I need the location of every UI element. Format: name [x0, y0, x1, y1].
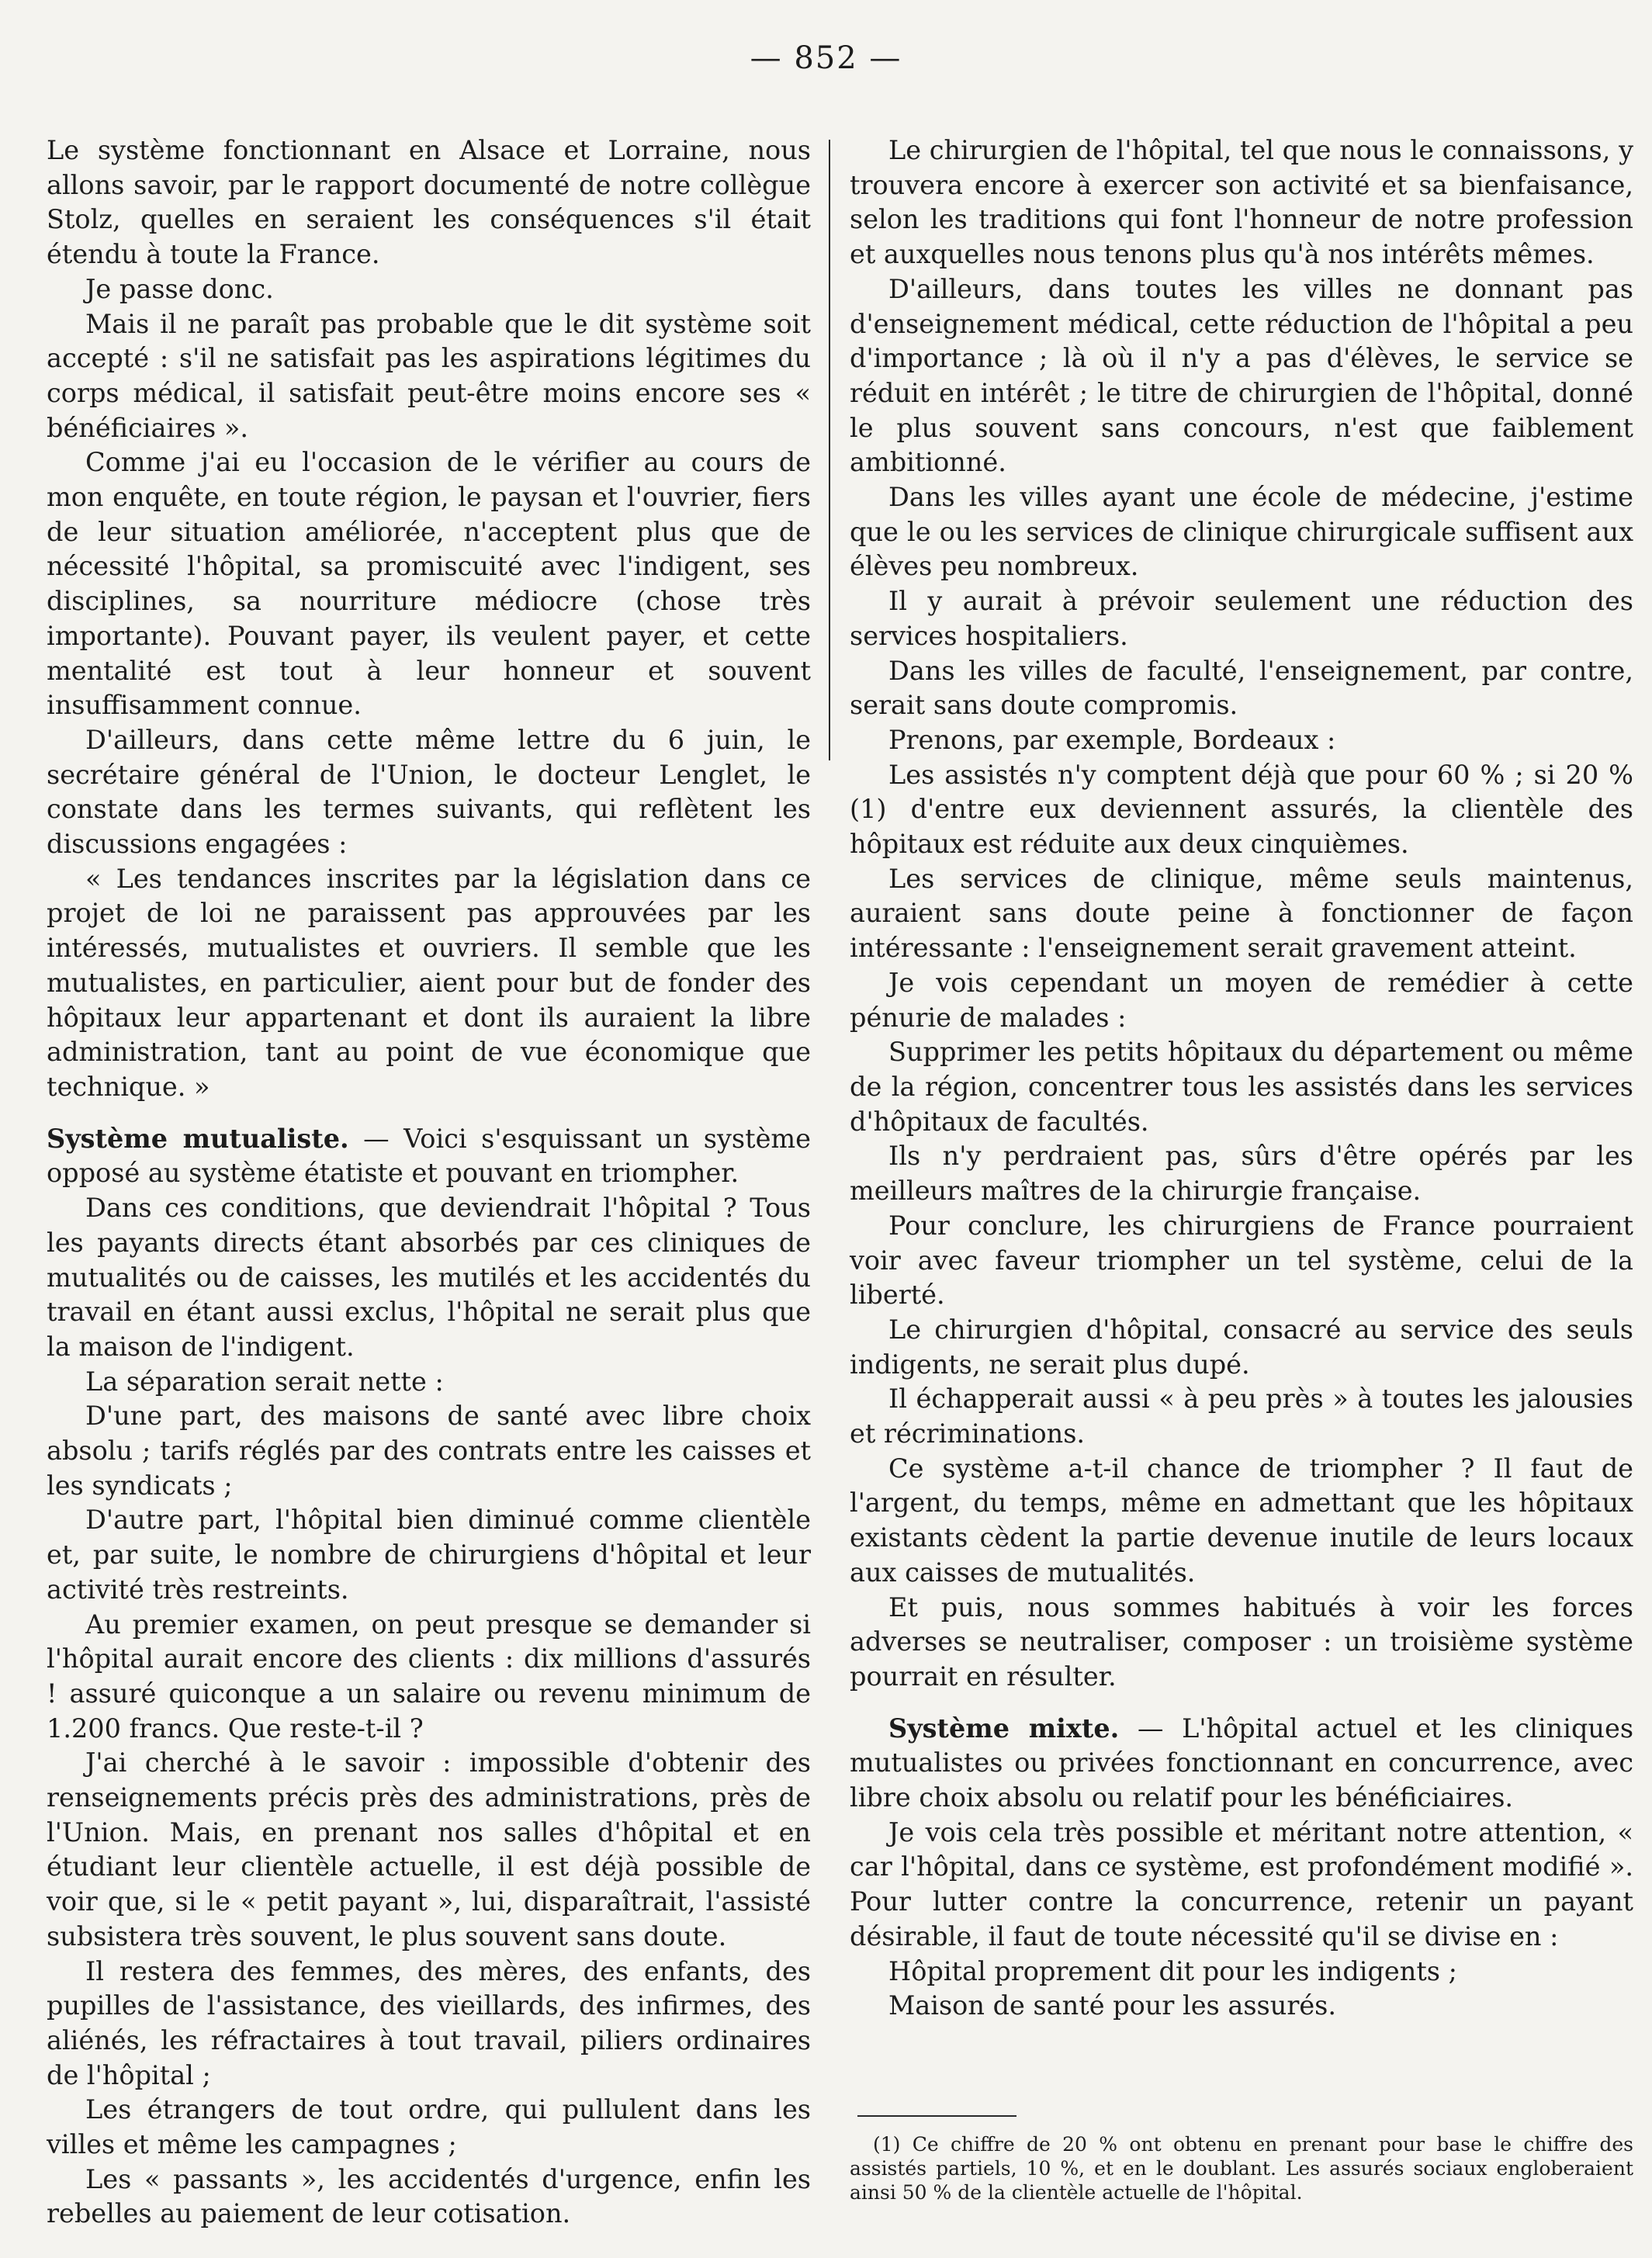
paragraph: Au premier examen, on peut presque se demander si l'hôpital aurait encore des clients : dix millions d'assurés ! assuré quiconque a un salaire ou revenu minimum de 1.200 francs. Que reste-t-il ?: [47, 1609, 811, 1744]
paragraph: Je passe donc.: [85, 273, 274, 304]
section-paragraph: [850, 1712, 1633, 1816]
paragraph: Dans les villes de faculté, l'enseignement, par contre, serait sans doute compromis.: [850, 655, 1633, 721]
paragraph: D'une part, des maisons de santé avec libre choix absolu ; tarifs réglés par des contrats entre les caisses et les syndicats ;: [47, 1401, 811, 1501]
paragraph: Et puis, nous sommes habitués à voir les forces adverses se neutraliser, composer : un troisième système pourrait en résulter.: [850, 1591, 1633, 1692]
paragraph: D'ailleurs, dans cette même lettre du 6 juin, le secrétaire général de l'Union, le docteur Lenglet, le constate dans les termes suivants, qui reflètent les discussions engagées :: [47, 724, 811, 860]
paragraph: D'autre part, l'hôpital bien diminué comme clientèle et, par suite, le nombre de chirurgiens d'hôpital et leur activité très restreints.: [47, 1505, 811, 1605]
paragraph: Dans ces conditions, que deviendrait l'hôpital ? Tous les payants directs étant absorbés par ces cliniques de mutualités ou de caisses, les mutilés et les accidentés du travail en étant aussi exclus, l'hôpital ne serait plus que la maison de l'indigent.: [47, 1193, 811, 1362]
paragraph: Il restera des femmes, des mères, des enfants, des pupilles de l'assistance, des vieillards, des infirmes, des aliénés, les réfractaires à tout travail, piliers ordinaires de l'hôpital ;: [47, 1955, 811, 2090]
column-divider: [829, 140, 830, 760]
section-paragraph: [47, 1122, 811, 1191]
paragraph: Dans les villes ayant une école de médecine, j'estime que le ou les services de clinique chirurgicale suffisent aux élèves peu nombreux.: [850, 482, 1633, 582]
paragraph: Les « passants », les accidentés d'urgence, enfin les rebelles au paiement de leur cotisation.: [47, 2163, 811, 2229]
section-heading: Système mixte.: [888, 1713, 1120, 1744]
paragraph: Ils n'y perdraient pas, sûrs d'être opérés par les meilleurs maîtres de la chirurgie française.: [850, 1141, 1633, 1207]
section-heading: Système mutualiste.: [47, 1123, 349, 1154]
paragraph: Supprimer les petits hôpitaux du département ou même de la région, concentrer tous les assistés dans les services d'hôpitaux de facultés.: [850, 1037, 1633, 1137]
paragraph: Le système fonctionnant en Alsace et Lorraine, nous allons savoir, par le rapport documenté de notre collègue Stolz, quelles en seraient les conséquences s'il était étendu à toute la France.: [47, 135, 811, 270]
page-number: — 852 —: [750, 40, 902, 76]
paragraph: Je vois cela très possible et méritant notre attention, « car l'hôpital, dans ce système, est profondément modifié ». Pour lutter contre la concurrence, retenir un payant désirable, il faut de toute nécessité qu'il se divise en :: [850, 1816, 1633, 1952]
paragraph: Comme j'ai eu l'occasion de le vérifier au cours de mon enquête, en toute région, le paysan et l'ouvrier, fiers de leur situation améliorée, n'acceptent plus que de nécessité l'hôpital, sa promiscuité avec l'indigent, ses disciplines, sa nourriture médiocre (chose très importante). Pouvant payer, ils veulent payer, et cette mentalité est tout à leur honneur et souvent insuffisamment connue.: [47, 447, 811, 721]
section-text: — L'hôpital actuel et les cliniques mutualistes ou privées fonctionnant en concurrence, avec libre choix absolu ou relatif pour les bénéficiaires.: [850, 1713, 1634, 1813]
paragraph: D'ailleurs, dans toutes les villes ne donnant pas d'enseignement médical, cette réduction de l'hôpital a peu d'importance ; là où il n'y a pas d'élèves, le service se réduit en intérêt ; le titre de chirurgien de l'hôpital, donné le plus souvent sans concours, n'est que faiblement ambitionné.: [850, 273, 1633, 478]
paragraph: Les services de clinique, même seuls maintenus, auraient sans doute peine à fonctionner de façon intéressante : l'enseignement serait gravement atteint.: [850, 863, 1633, 964]
paragraph: Il y aurait à prévoir seulement une réduction des services hospitaliers.: [850, 586, 1633, 651]
paragraph: Il échapperait aussi « à peu près » à toutes les jalousies et récriminations.: [850, 1384, 1633, 1449]
paragraph: Ce système a-t-il chance de triompher ? Il faut de l'argent, du temps, même en admettant que les hôpitaux existants cèdent la partie devenue inutile de leurs locaux aux caisses de mutualités.: [850, 1453, 1633, 1588]
paragraph: Les étrangers de tout ordre, qui pullulent dans les villes et même les campagnes ;: [47, 2094, 811, 2160]
footnote-divider: [857, 2115, 1016, 2117]
footnote: [850, 2132, 1633, 2204]
paragraph: J'ai cherché à le savoir : impossible d'obtenir des renseignements précis près des administrations, près de l'Union. Mais, en prenant nos salles d'hôpital et en étudiant leur clientèle actuelle, il est déjà possible de voir que, si le « petit payant », lui, disparaîtrait, l'assisté subsistera très souvent, le plus souvent sans doute.: [47, 1747, 811, 1952]
paragraph: Le chirurgien de l'hôpital, tel que nous le connaissons, y trouvera encore à exercer son activité et sa bienfaisance, selon les traditions qui font l'honneur de notre profession et auxquelles nous tenons plus qu'à nos intérêts mêmes.: [850, 135, 1633, 270]
paragraph: Je vois cependant un moyen de remédier à cette pénurie de malades :: [850, 967, 1633, 1033]
paragraph: Les assistés n'y comptent déjà que pour 60 % ; si 20 % (1) d'entre eux deviennent assurés, la clientèle des hôpitaux est réduite aux deux cinquièmes.: [850, 759, 1633, 860]
right-column: [850, 133, 1633, 2024]
paragraph: Mais il ne paraît pas probable que le dit système soit accepté : s'il ne satisfait pas les aspirations légitimes du corps médical, il satisfait peut-être moins encore ses « bénéficiaires ».: [47, 308, 811, 443]
paragraph: Le chirurgien d'hôpital, consacré au service des seuls indigents, ne serait plus dupé.: [850, 1314, 1633, 1380]
paragraph: La séparation serait nette :: [85, 1366, 444, 1397]
footnote-text: (1) Ce chiffre de 20 % ont obtenu en prenant pour base le chiffre des assistés partiels, 10 %, et en le doublant. Les assurés sociaux engloberaient ainsi 50 % de la clientèle actuelle de l'hôpital.: [850, 2133, 1633, 2204]
section-text: — Voici s'esquissant un système opposé au système étatiste et pouvant en triompher.: [47, 1123, 811, 1189]
paragraph: Prenons, par exemple, Bordeaux :: [888, 724, 1336, 755]
quotation: « Les tendances inscrites par la législation dans ce projet de loi ne paraissent pas approuvées par les intéressés, mutualistes et ouvriers. Il semble que les mutualistes, en particulier, aient pour but de fonder des hôpitaux leur appartenant et dont ils auraient la libre administration, tant au point de vue économique que technique. »: [47, 863, 811, 1102]
list-item: Hôpital proprement dit pour les indigents ;: [888, 1955, 1457, 1986]
paragraph: Pour conclure, les chirurgiens de France pourraient voir avec faveur triompher un tel système, celui de la liberté.: [850, 1210, 1633, 1311]
list-item: Maison de santé pour les assurés.: [888, 1990, 1337, 2021]
left-column: [47, 133, 811, 2232]
